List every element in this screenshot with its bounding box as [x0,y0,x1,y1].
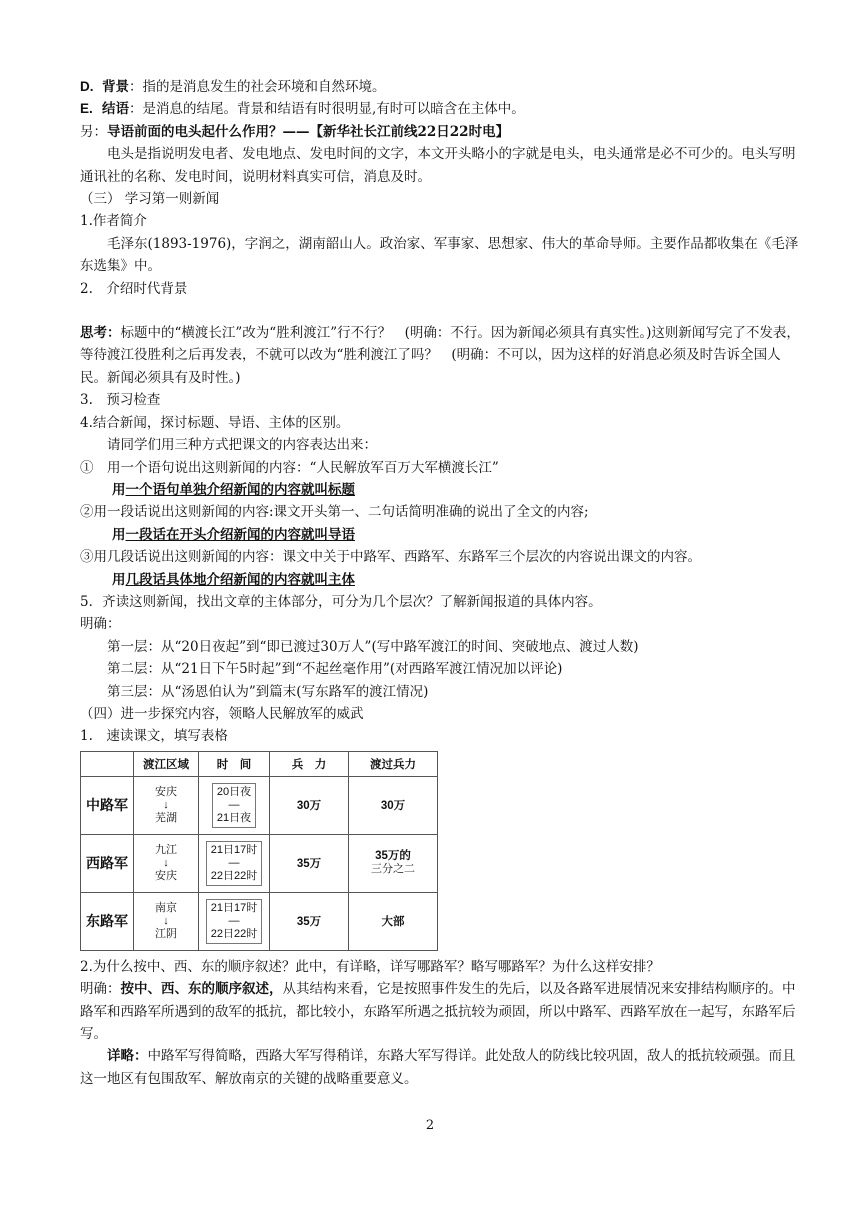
region-from: 安庆 [155,785,177,798]
section3-author-text: 毛泽东(1893-1976)，字润之，湖南韶山人。政治家、军事家、思想家、伟大的革命导师。主要作品都收集在《毛泽东选集》中。 [80,235,799,275]
table-header-force: 兵 力 [270,751,349,776]
region-to: 安庆 [155,869,177,882]
answer-2 [80,978,800,1045]
table-row [81,776,438,834]
blank-space [80,300,800,322]
section3-read: 5．齐读这则新闻，找出文章的主体部分，可分为几个层次？了解新闻报道的具体内容。 [80,593,602,610]
troops-crossed: 30万 [349,776,438,834]
troops-crossed: 大部 [349,892,438,950]
method-2-definition [80,524,800,546]
time-start: 21日17时 [210,901,258,914]
troop-force: 30万 [270,776,349,834]
method-3: ③用几段话说出这则新闻的内容：课文中关于中路军、西路军、东路军三个层次的内容说出课文的内容。 [80,549,701,566]
item-e [80,98,800,120]
crossing-region [134,834,199,892]
dash-separator: — [228,798,240,811]
item-d-text: ：指的是消息发生的社会环境和自然环境。 [129,79,386,95]
detail-paragraph [80,1045,800,1090]
crossing-time [199,892,270,950]
detail-text: 中路军写得简略，西路大军写得稍详，东路大军写得详。此处敌人的防线比较巩固，敌人的抵抗较顽强。而且这一地区有包围敌军、解放南京的关键的战略重要意义。 [80,1048,796,1087]
crossing-time [199,776,270,834]
method-1-definition [80,479,800,501]
dianto-explain: 电头是指说明发电者、发电地点、发电时间的文字，本文开头略小的字就是电头，电头通常是必不可少的。电头写明通讯社的名称、发电时间，说明材料真实可信，消息及时。 [80,146,796,185]
troops-crossed [349,834,438,892]
table-row [81,892,438,950]
army-name: 中路军 [81,776,134,834]
time-start: 20日夜 [216,785,252,798]
table-row [81,834,438,892]
think-label: 思考： [80,325,121,342]
method-1-pre: 用 [112,481,126,498]
crossing-region [134,892,199,950]
detail-label: 详略： [107,1048,148,1065]
table-header-region: 渡江区域 [134,751,199,776]
page-number: 2 [425,1118,435,1133]
layer-2: 第二层：从“21日下午5时起”到“不起丝毫作用”(对西路军渡江情况加以评论) [107,661,563,678]
method-1-underline: 一个语句单独介绍新闻的内容就叫标题 [125,481,355,498]
crossing-region [134,776,199,834]
method-3-definition [80,569,800,591]
crossing-time [199,834,270,892]
region-from: 南京 [155,901,177,914]
section4-heading: （四）进一步探究内容，领略人民解放军的威武 [80,705,364,722]
dianto-question [80,121,800,143]
time-end: 22日22时 [210,869,258,882]
item-e-text: ：是消息的结尾。背景和结语有时很明显,有时可以暗含在主体中。 [129,101,525,118]
time-end: 21日夜 [216,811,252,824]
army-name: 西路军 [81,834,134,892]
region-to: 芜湖 [155,811,177,824]
time-end: 22日22时 [210,927,258,940]
item-d-term: 背景 [102,79,129,95]
layer-3: 第三层：从“汤恩伯认为”到篇末(写东路军的渡江情况) [107,683,429,700]
answer-text: 从其结构来看，它是按照事件发生的先后，以及各路军进展情况来安排结构顺序的。中路军和西路军所遇到的敌军的抵抗，都比较小，东路军所遇之抵抗较为顽固，所以中路军、西路军放在一起写，东路军后写。 [80,981,796,1042]
dash-separator: — [228,856,240,869]
troops-crossed-fraction: 三分之二 [371,863,415,876]
method-3-pre: 用 [112,571,126,588]
down-arrow-icon: ↓ [163,798,169,811]
item-d-label: D. [80,79,94,94]
down-arrow-icon: ↓ [163,914,169,927]
dash-separator: — [228,914,240,927]
method-1: ① 用一个语句说出这则新闻的内容：“人民解放军百万大军横渡长江” [80,459,499,476]
section3-author-title: 1.作者简介 [80,213,147,230]
answer-bold: 按中、西、东的顺序叙述， [120,981,283,998]
region-to: 江阴 [155,927,177,940]
method-3-underline: 几段话具体地介绍新闻的内容就叫主体 [125,571,355,588]
section4-table-title: 1. 速读课文，填写表格 [80,728,228,745]
think-text: 标题中的“横渡长江”改为“胜利渡江”行不行？ (明确：不行。因为新闻必须具有真实性。)这则新闻写完了不发表，等待渡江役胜利之后再发表，不就可以改为“胜利渡江了吗？ (明确：不可以，因为这样的好消息必须及时告诉全国人民。新闻必须具有及时性。) [80,325,800,386]
method-2: ②用一段话说出这则新闻的内容:课文开头第一、二句话简明准确的说出了全文的内容; [80,504,589,521]
question-2: 2.为什么按中、西、东的顺序叙述？此中，有详略，详写哪路军？略写哪路军？为什么这样安排？ [80,958,660,975]
section3-heading: （三） 学习第一则新闻 [80,191,220,208]
troops-crossed-value: 35万的 [375,850,411,863]
item-d [80,76,800,98]
region-from: 九江 [155,843,177,856]
layer-1: 第一层：从“20日夜起”到“即已渡过30万人”(写中路军渡江的时间、突破地点、渡过人数) [107,638,639,655]
item-e-term: 结语 [102,101,129,118]
crossing-table [80,751,438,951]
section3-invite: 请同学们用三种方式把课文的内容表达出来： [107,437,377,454]
method-2-pre: 用 [112,526,126,543]
answer-label: 明确： [80,981,121,998]
section3-explore: 4.结合新闻，探讨标题、导语、主体的区别。 [80,414,350,431]
document-page [80,76,800,1090]
method-2-underline: 一段话在开头介绍新闻的内容就叫导语 [125,526,355,543]
item-e-label: E. [80,101,93,117]
section3-background-title: 2. 介绍时代背景 [80,280,188,297]
table-header-crossed: 渡过兵力 [349,751,438,776]
mingque-label: 明确： [80,616,121,633]
table-header-time: 时 间 [199,751,270,776]
table-header-blank [81,751,134,776]
down-arrow-icon: ↓ [163,856,169,869]
troop-force: 35万 [270,892,349,950]
troop-force: 35万 [270,834,349,892]
think-paragraph [80,322,800,389]
dianto-question-text: 导语前面的电头起什么作用？——【新华社长江前线22日22时电】 [107,123,510,140]
section3-preview: 3. 预习检查 [80,392,161,409]
army-name: 东路军 [81,892,134,950]
time-start: 21日17时 [210,843,258,856]
dianto-prefix: 另： [80,123,107,140]
